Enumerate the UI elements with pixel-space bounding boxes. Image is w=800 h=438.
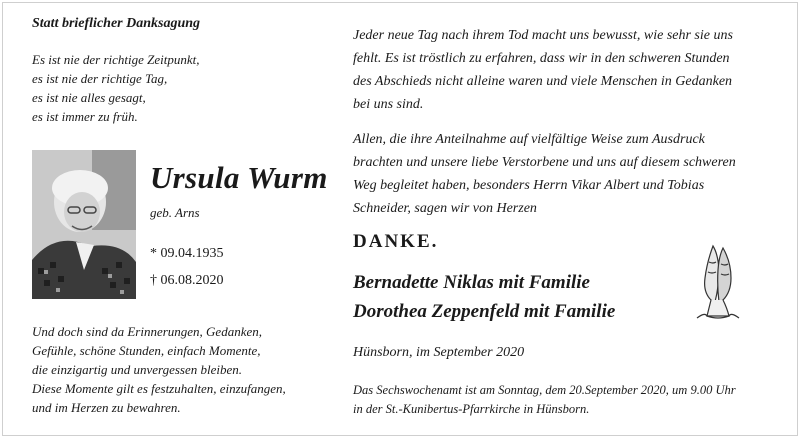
paragraph-line: Jeder neue Tag nach ihrem Tod macht uns bewusst, wie sehr sie uns xyxy=(353,28,733,43)
intro-line: es ist nie alles gesagt, xyxy=(32,90,146,105)
notice-line: in der St.-Kunibertus-Pfarrkirche in Hünsborn. xyxy=(353,402,590,416)
family-signature: Dorothea Zeppenfeld mit Familie xyxy=(353,301,616,322)
praying-hands-icon xyxy=(685,242,755,322)
paragraph-line: Allen, die ihre Anteilnahme auf vielfältige Weise zum Ausdruck xyxy=(353,132,705,147)
service-notice xyxy=(353,381,773,419)
memory-line: Gefühle, schöne Stunden, einfach Momente, xyxy=(32,343,261,358)
portrait-photo-drawing xyxy=(32,150,136,299)
memory-line: die einzigartig und unvergessen bleiben. xyxy=(32,362,243,377)
thanks-paragraph-2 xyxy=(353,128,768,220)
paragraph-line: brachten und unsere liebe Verstorbene und uns auf diesem schweren xyxy=(353,155,736,170)
intro-line: es ist nie der richtige Tag, xyxy=(32,71,168,86)
thanks-paragraph-1 xyxy=(353,24,768,116)
place-date: Hünsborn, im September 2020 xyxy=(353,345,525,360)
family-signature: Bernadette Niklas mit Familie xyxy=(353,272,590,293)
notice-line: Das Sechswochenamt ist am Sonntag, dem 20.September 2020, um 9.00 Uhr xyxy=(353,383,736,397)
thanks-heading: DANKE. xyxy=(353,231,439,252)
intro-line: Es ist nie der richtige Zeitpunkt, xyxy=(32,52,200,67)
paragraph-line: Weg begleitet haben, besonders Herrn Vikar Albert und Tobias xyxy=(353,178,705,193)
memory-line: Diese Momente gilt es festzuhalten, einzufangen, xyxy=(32,381,286,396)
memory-verse xyxy=(32,322,286,417)
paragraph-line: Schneider, sagen wir von Herzen xyxy=(353,201,537,216)
paragraph-line: bei uns sind. xyxy=(353,97,424,112)
intro-verse xyxy=(32,50,200,126)
paragraph-line: fehlt. Es ist tröstlich zu erfahren, dass wir in den schweren Stunden xyxy=(353,51,730,66)
memory-line: Und doch sind da Erinnerungen, Gedanken, xyxy=(32,324,262,339)
header-title: Statt brieflicher Danksagung xyxy=(32,16,201,31)
birth-date: * 09.04.1935 xyxy=(150,246,224,261)
paragraph-line: des Abschieds nicht alleine waren und viele Menschen in Gedanken xyxy=(353,74,733,89)
portrait-photo xyxy=(32,150,136,299)
deceased-name: Ursula Wurm xyxy=(150,160,328,195)
memory-line: und im Herzen zu bewahren. xyxy=(32,400,181,415)
death-date: † 06.08.2020 xyxy=(150,273,224,288)
intro-line: es ist immer zu früh. xyxy=(32,109,138,124)
birth-name: geb. Arns xyxy=(150,205,200,220)
